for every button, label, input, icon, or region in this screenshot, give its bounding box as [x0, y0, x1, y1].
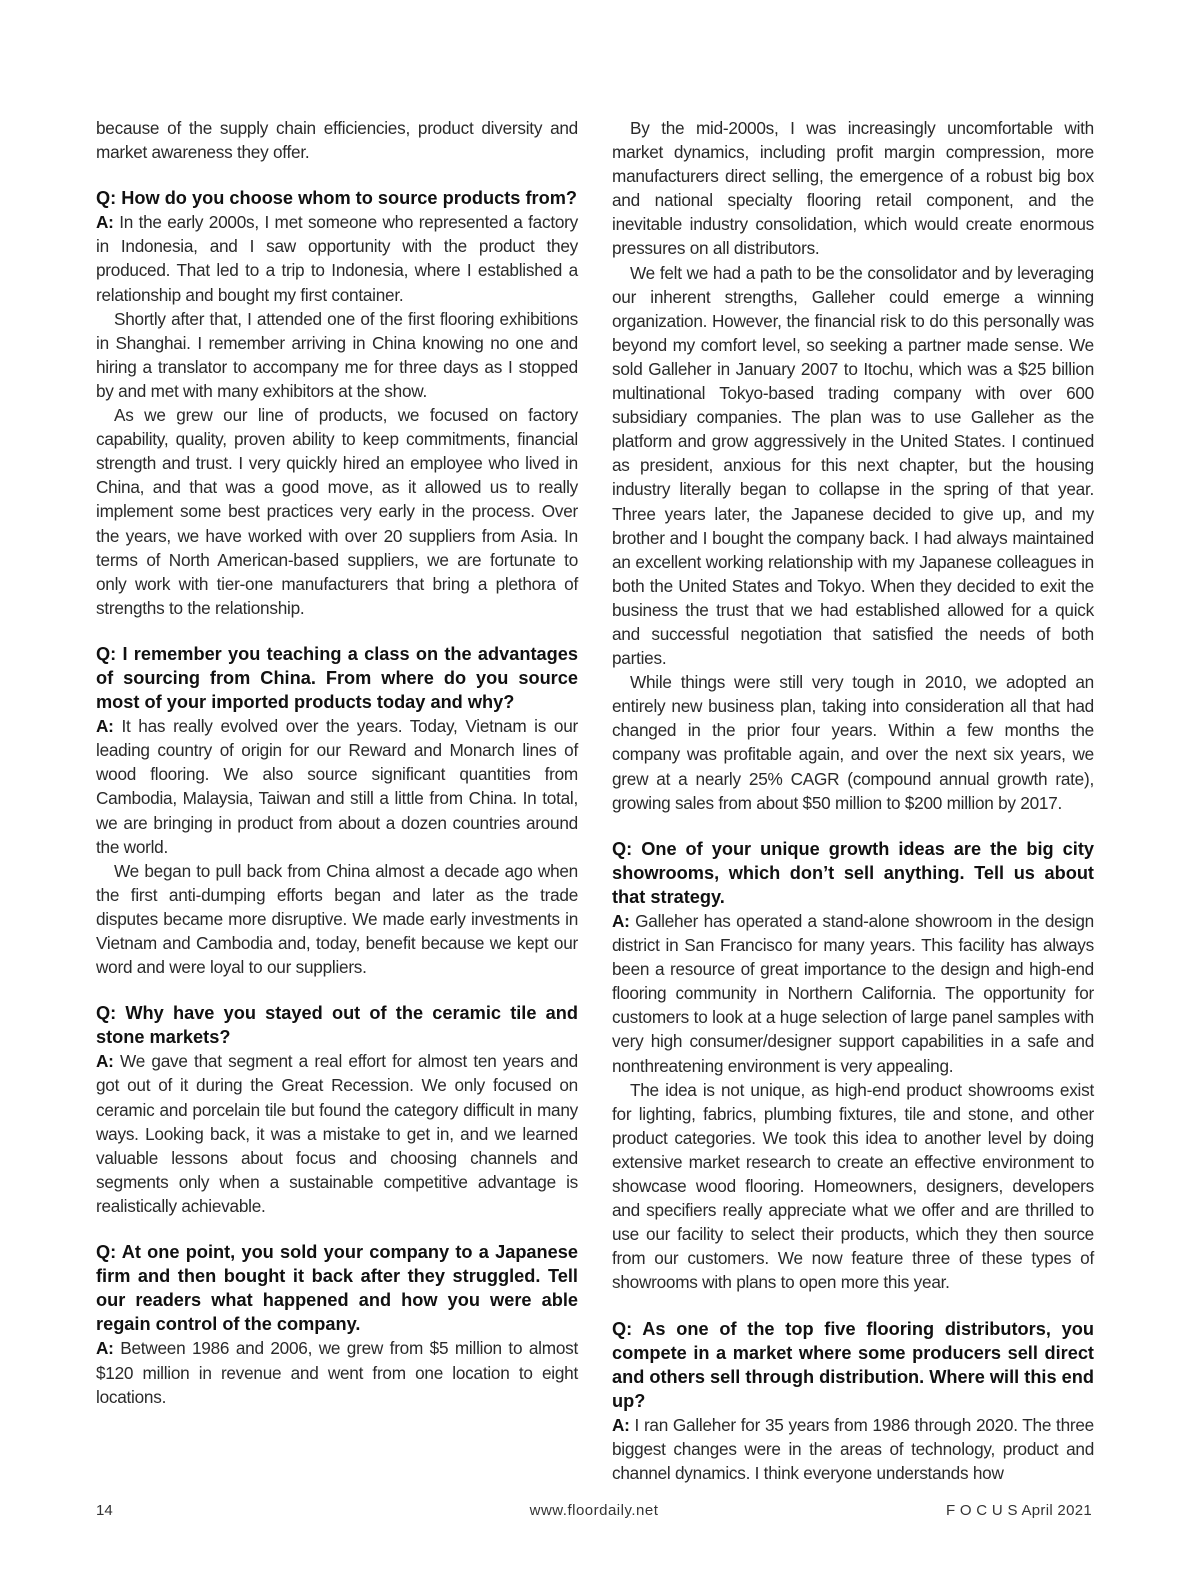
answer-text: It has really evolved over the years. Today, Vietnam is our leading country of origin for our Reward and Monarch lines of wood flooring. We also source significant quantities from Cambodia, Malaysia, Taiwan and still a little from China. In total, we are bringing in product from about a dozen countries around the world.: [96, 716, 578, 857]
answer-paragraph: [96, 1336, 578, 1408]
page-footer: [96, 1502, 1092, 1526]
answer-label: A:: [96, 1338, 114, 1359]
question-heading: Q: One of your unique growth ideas are the big city showrooms, which don’t sell anything. Tell us about that strategy.: [612, 838, 1094, 907]
issue-label: F O C U S April 2021: [945, 1502, 1092, 1519]
answer-label: A:: [96, 1051, 114, 1072]
paragraph: We felt we had a path to be the consolidator and by leveraging our inherent strengths, Galleher could emerge a winning organization. However, the financial risk to do this personally was beyond my comfort level, so seeking a partner made sense. We sold Galleher in January 2007 to Itochu, which was a $25 billion multinational Tokyo-based trading company with over 600 subsidiary companies. The plan was to use Galleher as the platform and grow aggressively in the United States. I continued as president, anxious for this next chapter, but the housing industry literally began to collapse in the spring of that year. Three years later, the Japanese decided to give up, and my brother and I bought the company back. I had always maintained an excellent working relationship with my Japanese colleagues in both the United States and Tokyo. When they decided to exit the business the trust that we had established allowed for a quick and successful negotiation that satisfied the needs of both parties.: [612, 262, 1094, 669]
paragraph: because of the supply chain efficiencies, product diversity and market awareness they offer.: [96, 118, 578, 163]
question-heading: Q: I remember you teaching a class on the advantages of sourcing from China. From where do you source most of your imported products today and why?: [96, 643, 578, 713]
paragraph: We began to pull back from China almost a decade ago when the first anti-dumping efforts began and later as the trade disputes became more disruptive. We made early investments in Vietnam and Cambodia and, today, benefit because we kept our word and were loyal to our suppliers.: [96, 860, 578, 978]
question-heading: Q: How do you choose whom to source products from?: [96, 188, 577, 209]
paragraph: Shortly after that, I attended one of the first flooring exhibitions in Shanghai. I remember arriving in China knowing no one and hiring a translator to accompany me for three days as I stopped by and met with many exhibitors at the show.: [96, 308, 578, 401]
answer-paragraph: [96, 714, 578, 859]
paragraph: As we grew our line of products, we focused on factory capability, quality, proven ability to keep commitments, financial strength and trust. I very quickly hired an employee who lived in China, and that was a good move, as it allowed us to really implement some best practices very early in the process. Over the years, we have worked with over 20 suppliers from Asia. In terms of North American-based suppliers, we are fortunate to only work with tier-one manufacturers that bring a plethora of strengths to the relationship.: [96, 405, 578, 618]
left-column: [96, 116, 578, 1409]
right-column: [612, 116, 1094, 1485]
question-heading: Q: At one point, you sold your company to a Japanese firm and then bought it back after they struggled. Tell our readers what happened and how you were able regain control of the company.: [96, 1242, 578, 1335]
answer-paragraph: [96, 210, 578, 306]
answer-paragraph: [612, 1413, 1094, 1485]
answer-text: In the early 2000s, I met someone who represented a factory in Indonesia, and I saw opportunity with the product they produced. That led to a trip to Indonesia, where I established a relationship and bought my first container.: [96, 212, 578, 305]
paragraph: While things were still very tough in 2010, we adopted an entirely new business plan, taking into consideration all that had changed in the prior four years. Within a few months the company was profitable again, and over the next six years, we grew at a nearly 25% CAGR (compound annual growth rate), growing sales from about $50 million to $200 million by 2017.: [612, 672, 1094, 813]
answer-label: A:: [96, 716, 114, 737]
paragraph: The idea is not unique, as high-end product showrooms exist for lighting, fabrics, plumbing fixtures, tile and stone, and other product categories. We took this idea to another level by doing extensive market research to create an effective environment to showcase wood flooring. Homeowners, designers, developers and specifiers really appreciate what we offer and are thrilled to use our facility to select their products, which they then source from our customers. We now feature three of these types of showrooms with plans to open more this year.: [612, 1079, 1094, 1293]
paragraph: By the mid-2000s, I was increasingly uncomfortable with market dynamics, including profit margin compression, more manufacturers direct selling, the emergence of a robust big box and national specialty flooring retail component, and the inevitable industry consolidation, which would create enormous pressures on all distributors.: [612, 118, 1094, 259]
footer-url: www.floordaily.net: [529, 1502, 659, 1519]
question-heading: Q: As one of the top five flooring distributors, you compete in a market where some producers sell direct and others sell through distribution. Where will this end up?: [612, 1318, 1094, 1411]
answer-paragraph: [612, 909, 1094, 1078]
answer-paragraph: [96, 1049, 578, 1218]
answer-label: A:: [612, 1414, 630, 1435]
answer-text: We gave that segment a real effort for almost ten years and got out of it during the Great Recession. We only focused on ceramic and porcelain tile but found the category difficult in many ways. Looking back, it was a mistake to get in, and we learned valuable lessons about focus and choosing channels and segments only when a sustainable competitive advantage is realistically achievable.: [96, 1051, 578, 1216]
answer-label: A:: [612, 911, 630, 931]
question-heading: Q: Why have you stayed out of the ceramic tile and stone markets?: [96, 1003, 578, 1048]
answer-label: A:: [96, 212, 114, 233]
answer-text: I ran Galleher for 35 years from 1986 through 2020. The three biggest changes were in the areas of technology, product and channel dynamics. I think everyone understands how: [612, 1414, 1094, 1484]
page-number: 14: [96, 1502, 113, 1519]
answer-text: Galleher has operated a stand-alone showroom in the design district in San Francisco for many years. This facility has always been a resource of great importance to the design and high-end flooring community in Northern California. The opportunity for customers to look at a huge selection of large panel samples with very high consumer/designer support capabilities in a safe and nonthreatening environment is very appealing.: [612, 911, 1094, 1076]
answer-text: Between 1986 and 2006, we grew from $5 million to almost $120 million in revenue and went from one location to eight locations.: [96, 1338, 578, 1407]
